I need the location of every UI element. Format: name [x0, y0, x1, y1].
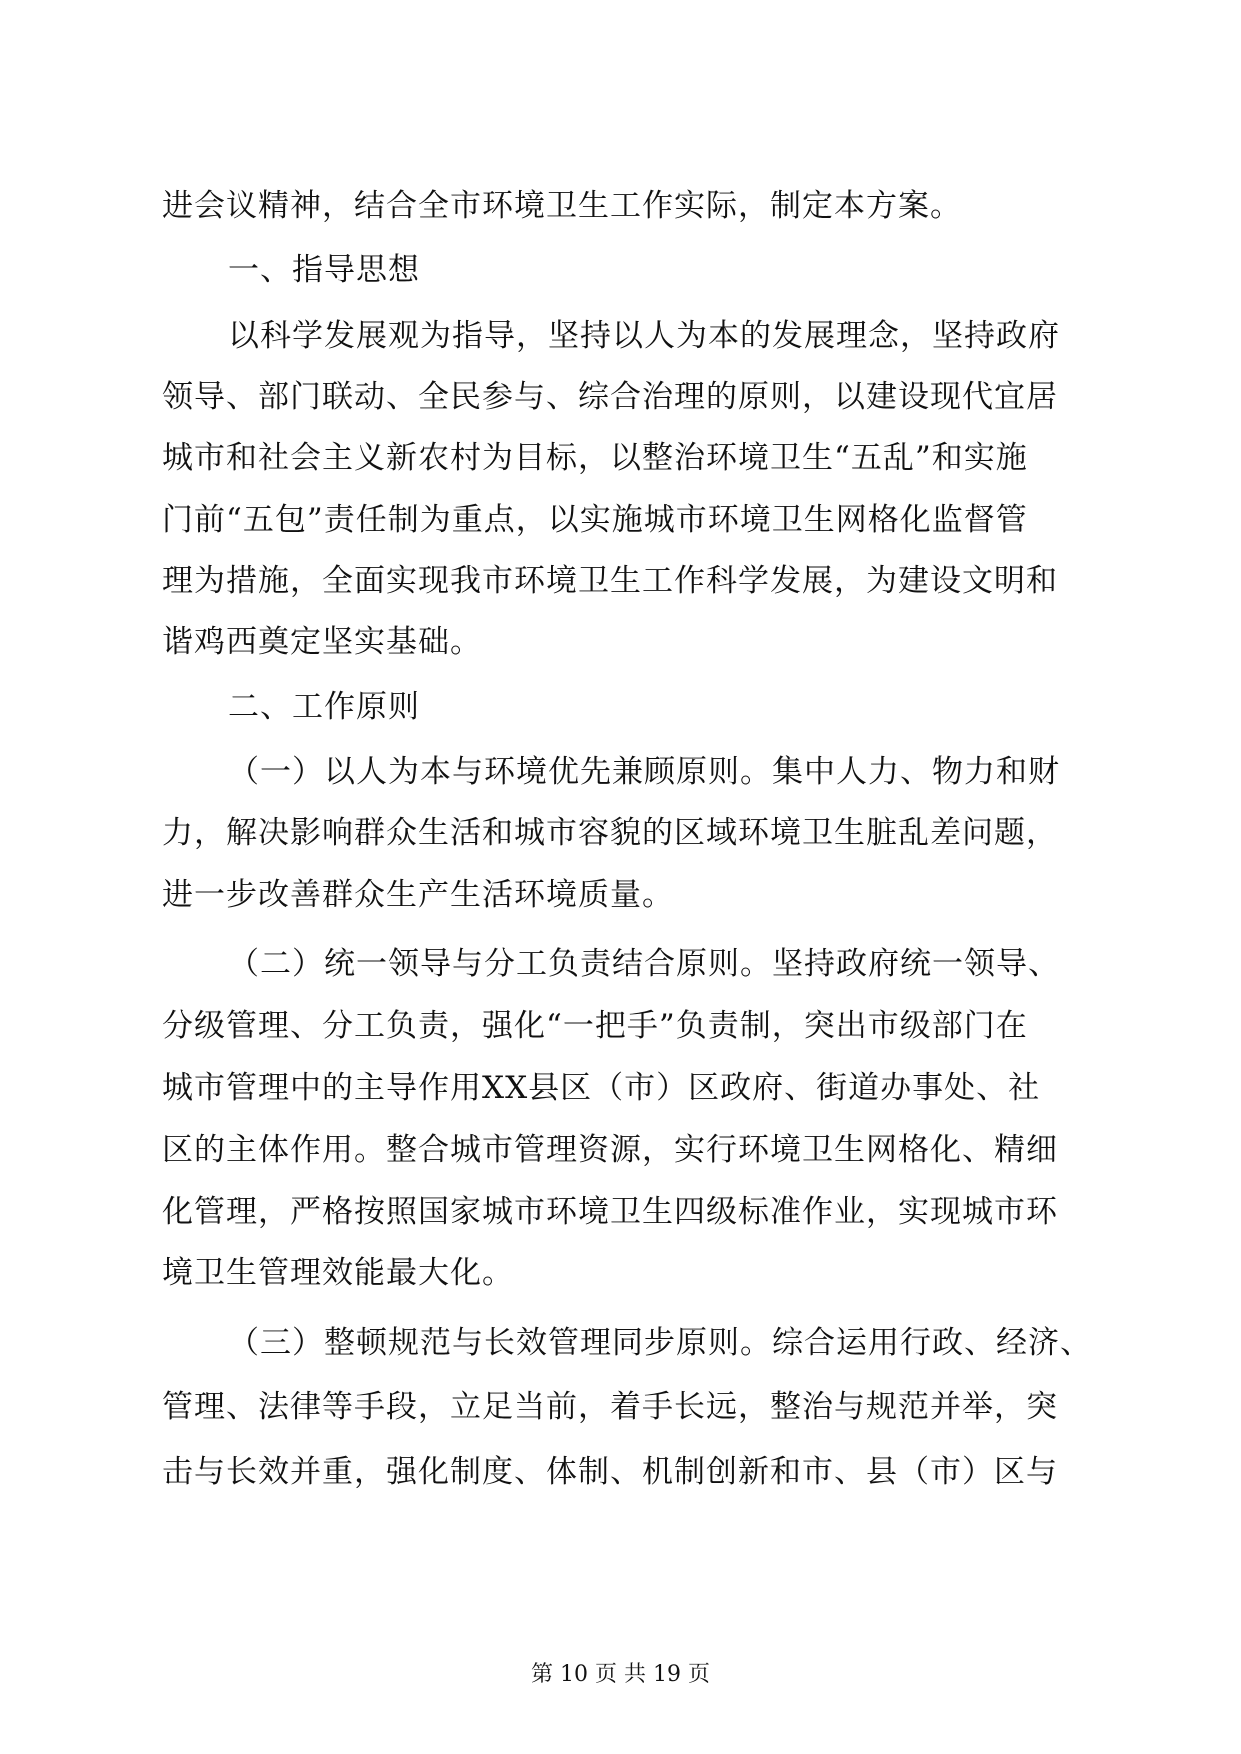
- text-line: 以科学发展观为指导，坚持以人为本的发展理念，坚持政府: [228, 318, 1060, 354]
- text-line: 门前“五包”责任制为重点，以实施城市环境卫生网格化监督管: [162, 502, 1028, 538]
- text-line: 分级管理、分工负责，强化“一把手”负责制，突出市级部门在: [162, 1008, 1028, 1044]
- text-line: 进一步改善群众生产生活环境质量。: [162, 877, 674, 913]
- text-line: 城市管理中的主导作用XX县区（市）区政府、街道办事处、社: [162, 1070, 1041, 1106]
- section-heading: 一、指导思想: [228, 252, 420, 288]
- text-line: 谐鸡西奠定坚实基础。: [162, 624, 482, 660]
- text-line: （二）统一领导与分工负责结合原则。坚持政府统一领导、: [228, 946, 1060, 982]
- text-line: 境卫生管理效能最大化。: [162, 1255, 514, 1291]
- text-line: 进会议精神，结合全市环境卫生工作实际，制定本方案。: [162, 188, 962, 224]
- text-line: 管理、法律等手段，立足当前，着手长远，整治与规范并举，突: [162, 1389, 1058, 1425]
- text-line: 击与长效并重，强化制度、体制、机制创新和市、县（市）区与: [162, 1454, 1058, 1490]
- text-line: 城市和社会主义新农村为目标，以整治环境卫生“五乱”和实施: [162, 440, 1028, 476]
- text-line: 领导、部门联动、全民参与、综合治理的原则，以建设现代宜居: [162, 379, 1058, 415]
- section-heading: 二、工作原则: [228, 689, 420, 725]
- text-line: （三）整顿规范与长效管理同步原则。综合运用行政、经济、: [228, 1325, 1092, 1361]
- text-line: 理为措施，全面实现我市环境卫生工作科学发展，为建设文明和: [162, 563, 1058, 599]
- page-footer: 第 10 页 共 19 页: [531, 1662, 710, 1687]
- text-line: 力，解决影响群众生活和城市容貌的区域环境卫生脏乱差问题，: [162, 815, 1058, 851]
- text-line: 区的主体作用。整合城市管理资源，实行环境卫生网格化、精细: [162, 1132, 1058, 1168]
- text-line: 化管理，严格按照国家城市环境卫生四级标准作业，实现城市环: [162, 1194, 1058, 1230]
- text-line: （一）以人为本与环境优先兼顾原则。集中人力、物力和财: [228, 754, 1060, 790]
